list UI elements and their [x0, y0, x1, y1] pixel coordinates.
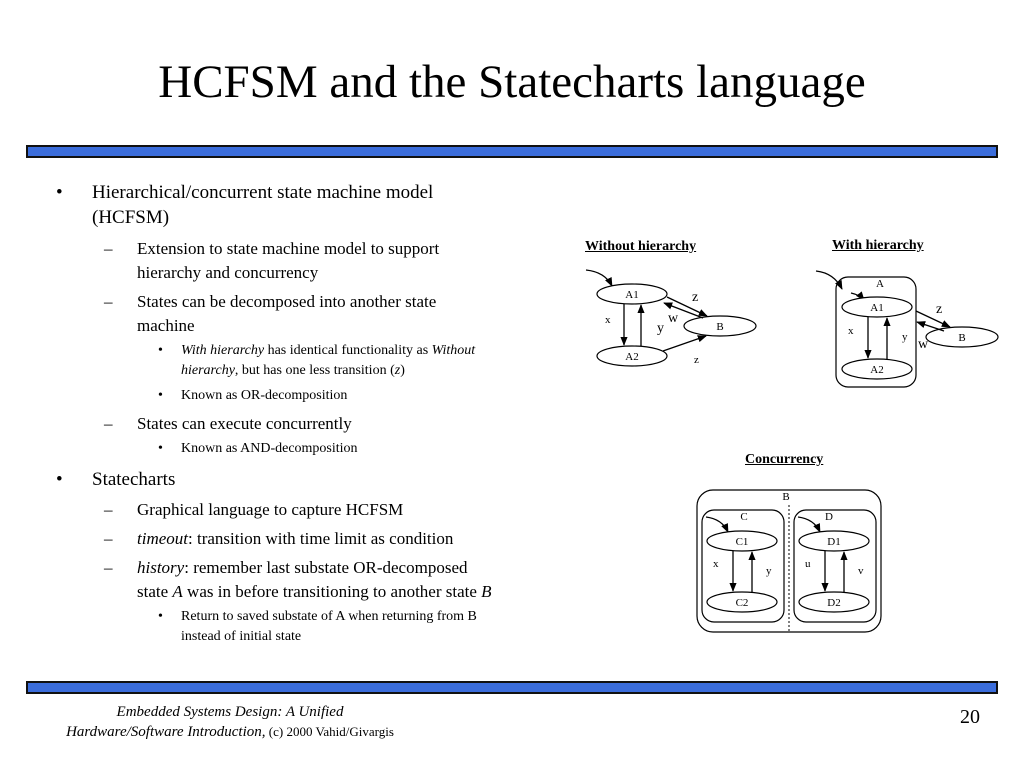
bullet-text: Known as AND-decomposition [181, 441, 358, 456]
text-run: has identical functionality as [264, 343, 432, 358]
text-run: was in before transitioning to another state [182, 582, 482, 601]
transition-x-label: x [848, 325, 854, 337]
text-run: : transition with time limit as condition [188, 529, 454, 548]
transition-u-label: u [805, 558, 811, 570]
figure-caption-with-hierarchy: With hierarchy [832, 238, 924, 253]
region-d-label: D [825, 511, 833, 523]
figure-caption-concurrency: Concurrency [745, 452, 824, 467]
bullet-text: Graphical language to capture HCFSM [137, 500, 404, 519]
text-run: , but has one less transition ( [234, 363, 395, 378]
state-a1-label: A1 [870, 302, 884, 314]
state-b-label: B [716, 321, 724, 333]
transition-z-label: z [692, 290, 699, 305]
bullet-marker: • [158, 441, 163, 456]
transition-w [917, 322, 944, 331]
transition-w-label: w [918, 337, 929, 352]
bullet-text: Hierarchical/concurrent state machine model [92, 182, 434, 203]
dash-marker: – [104, 292, 113, 311]
state-c2-label: C2 [735, 597, 749, 609]
dash-marker: – [104, 414, 113, 433]
superstate-a-label: A [876, 278, 884, 290]
diagram-concurrency [697, 490, 881, 632]
emphasis: z [394, 363, 401, 378]
transition-z [916, 311, 950, 327]
bullet-text: Extension to state machine model to support [137, 239, 440, 258]
emphasis: timeout [137, 529, 188, 548]
state-c1-label: C1 [735, 536, 749, 548]
dash-marker: – [104, 500, 113, 519]
page-number: 20 [960, 706, 980, 728]
slide-title: HCFSM and the Statecharts language [158, 56, 866, 108]
transition-w-label: w [668, 311, 679, 326]
dash-marker: – [104, 558, 113, 577]
state-d1-label: D1 [827, 536, 841, 548]
transition-v-label: v [858, 565, 864, 577]
transition-y-label: y [657, 321, 664, 336]
transition-x-label: x [713, 558, 719, 570]
emphasis: A [172, 582, 183, 601]
text-run: state [137, 582, 173, 601]
footer-book-subtitle: Hardware/Software Introduction, [66, 724, 266, 740]
bullet-marker: • [158, 609, 163, 624]
state-a2-label: A2 [870, 364, 884, 376]
emphasis: history [137, 558, 185, 577]
bullet-text: Return to saved substate of A when returning from B [181, 609, 477, 624]
bullet-marker: • [56, 182, 63, 203]
transition-x-label: x [605, 314, 611, 326]
state-d2-label: D2 [827, 597, 841, 609]
bullet-text: States can be decomposed into another state [137, 292, 437, 311]
transition-z-label: z [694, 354, 699, 366]
transition-z-label: z [936, 302, 943, 317]
transition-y-label: y [902, 331, 908, 343]
footer-line [30, 722, 430, 742]
bullet-marker: • [56, 469, 63, 490]
state-a2-label: A2 [625, 351, 639, 363]
transition-z-a2-b [663, 336, 706, 351]
bullet-text: hierarchy and concurrency [137, 263, 319, 282]
figure-caption-without-hierarchy: Without hierarchy [585, 239, 697, 254]
bullet-text: Statecharts [92, 469, 176, 490]
footer-copyright: (c) 2000 Vahid/Givargis [265, 724, 394, 739]
emphasis: B [481, 582, 492, 601]
transition-y-label: y [766, 565, 772, 577]
bottom-divider-bar [26, 681, 998, 694]
emphasis: With hierarchy [181, 343, 265, 358]
emphasis: Without [431, 343, 476, 358]
bullet-marker: • [158, 388, 163, 403]
region-c-label: C [740, 511, 748, 523]
dash-marker: – [104, 529, 113, 548]
state-b-label: B [958, 332, 966, 344]
bullet-text: States can execute concurrently [137, 414, 352, 433]
state-a1-label: A1 [625, 289, 639, 301]
text-run: : remember last substate OR-decomposed [184, 558, 468, 577]
footer-line: Embedded Systems Design: A Unified [116, 704, 344, 720]
text-run: ) [400, 363, 405, 378]
emphasis: hierarchy [181, 363, 235, 378]
bullet-text: (HCFSM) [92, 207, 170, 228]
initial-transition-arrow [586, 270, 612, 286]
bullet-marker: • [158, 343, 163, 358]
footer-book-credit [30, 702, 430, 742]
dash-marker: – [104, 239, 113, 258]
bullet-text: instead of initial state [181, 629, 302, 644]
diagram-without-hierarchy [586, 270, 756, 366]
bullet-text: machine [137, 316, 195, 335]
bullet-text: Known as OR-decomposition [181, 388, 348, 403]
diagram-with-hierarchy [816, 271, 998, 387]
superstate-b-label: B [782, 491, 790, 503]
